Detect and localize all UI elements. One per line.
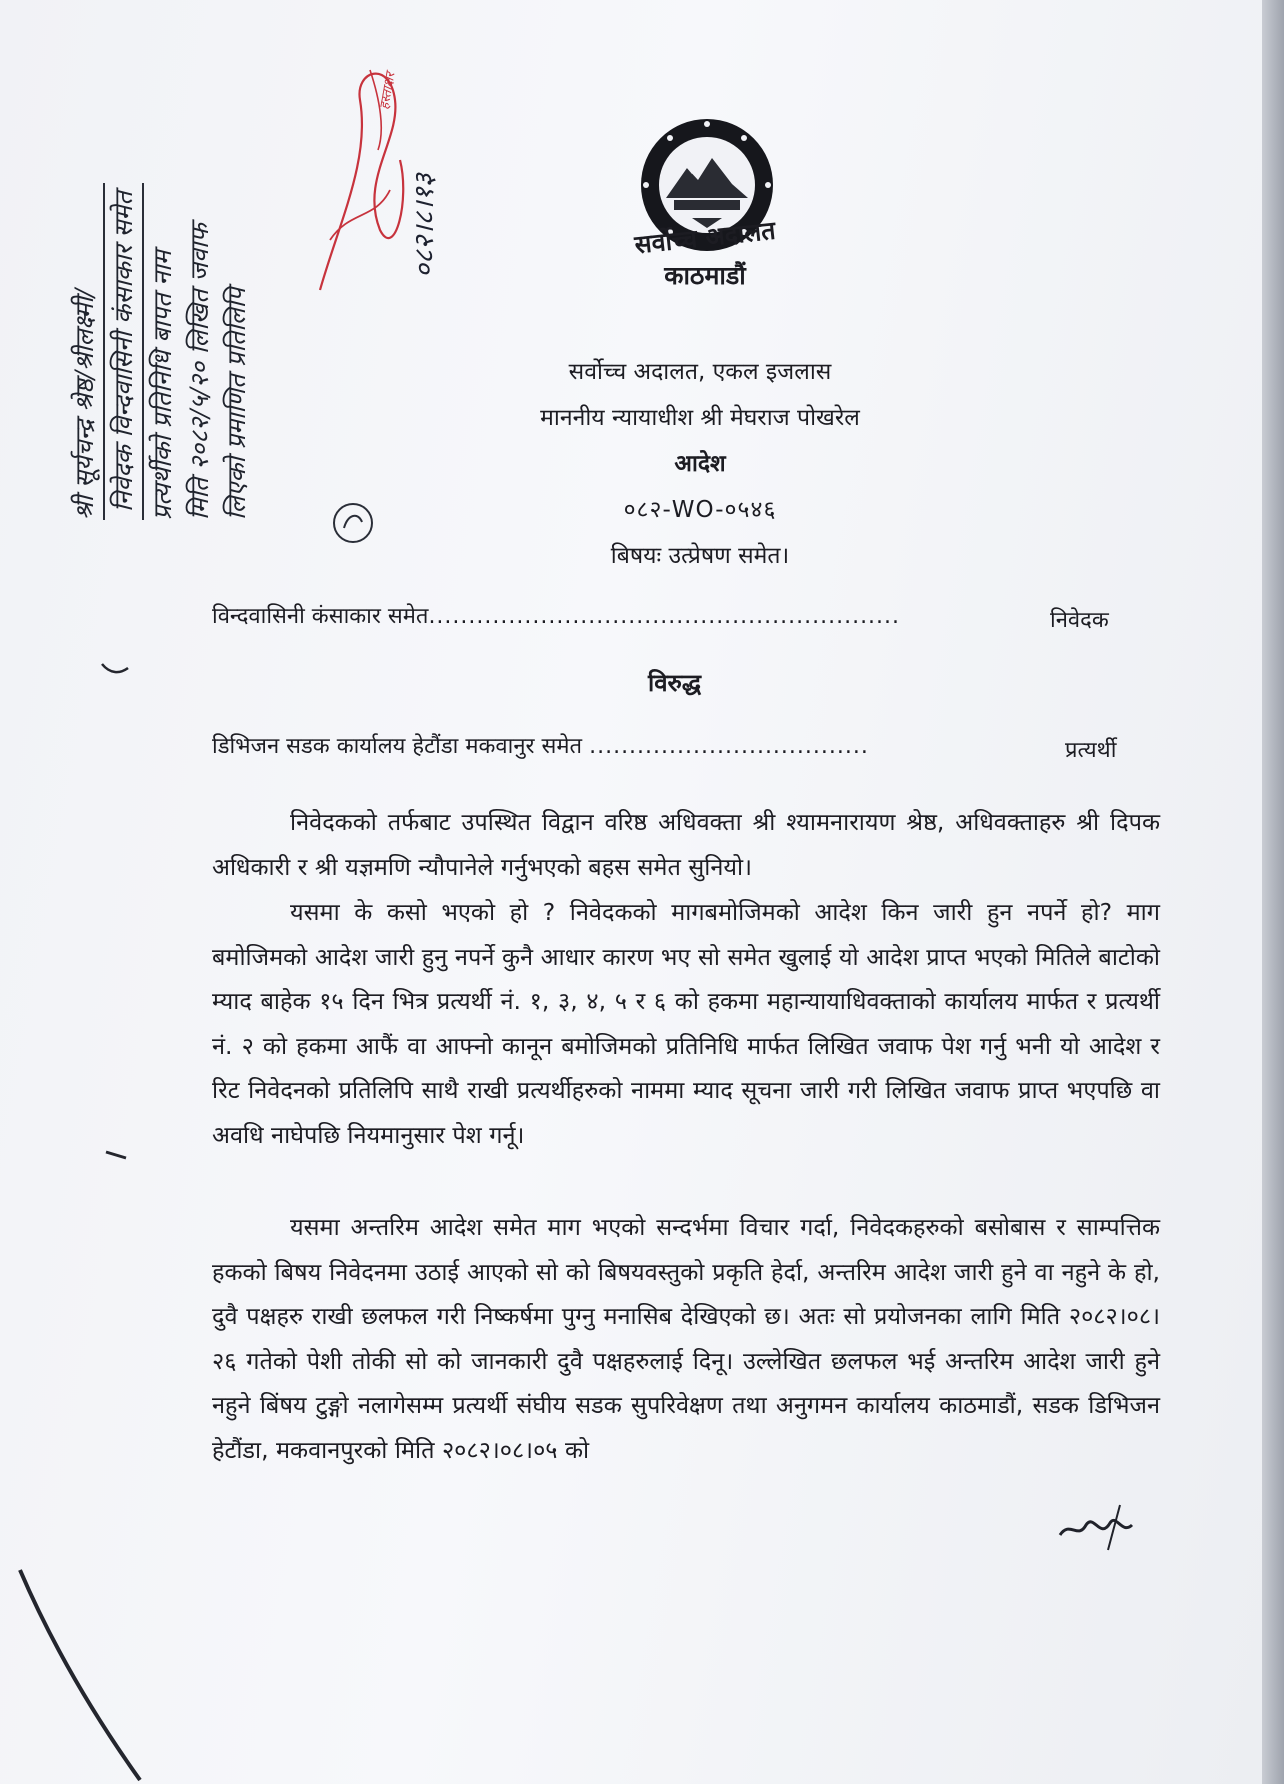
margin-pen-stroke bbox=[0, 1560, 160, 1784]
judge-name: माननीय न्यायाधीश श्री मेघराज पोखरेल bbox=[540, 405, 860, 431]
paragraph-3-text: यसमा अन्तरिम आदेश समेत माग भएको सन्दर्भमा विचार गर्दा, निवेदकहरुको बसोबास र साम्पत्तिक हकको बिषय निवेदनमा उठाई आएको सो को बिषयवस्तुको प्रकृति हेर्दा, अन्तरिम आदेश जारी हुने वा नहुने के हो, दुवै पक्षहरु राखी छलफल गरी निष्कर्षमा पुग्नु मनासिब देखिएको छ। अतः सो प्रयोजनका लागि मिति २०८२।०८।२६ गतेको पेशी तोकी सो को जानकारी दुवै पक्षहरुलाई दिनू। उल्लेखित छलफल भई अन्तरिम आदेश जारी हुने नहुने बिंषय टुङ्गो नलागेसम्म प्रत्यर्थी संघीय सडक सुपरिवेक्षण तथा अनुगमन कार्यालय काठमाडौं, सडक डिभिजन हेटौंडा, मकवानपुरको मिति २०८२।०८।०५ को bbox=[212, 1213, 1160, 1464]
petitioner-dots: ........................................................... bbox=[428, 604, 901, 629]
circled-initial-mark bbox=[330, 500, 376, 546]
handwritten-date: ०८२।८।१३ bbox=[409, 173, 440, 278]
hand-line-1: श्री सूर्यचन्द्र श्रेष्ठ/श्रीलक्ष्मी/ bbox=[70, 288, 99, 520]
page-initial-mark bbox=[1050, 1495, 1140, 1555]
seal-line-1: सर्वोच्च अदालत bbox=[633, 215, 777, 260]
margin-dash-mark bbox=[104, 1140, 128, 1164]
margin-tick-mark bbox=[100, 660, 130, 680]
hand-line-4: मिति २०८२/५/२० लिखित जवाफ bbox=[185, 223, 214, 520]
respondent-name: डिभिजन सडक कार्यालय हेटौंडा मकवानुर समेत bbox=[212, 734, 583, 759]
petitioner-line bbox=[212, 600, 900, 630]
paragraph-2 bbox=[212, 890, 1160, 1158]
order-title: आदेश bbox=[674, 451, 726, 477]
hand-line-3: प्रत्यर्थीको प्रतिनिधि बापत नाम bbox=[148, 250, 177, 520]
hand-line-5: लिएको प्रमाणित प्रतिलिपि bbox=[222, 287, 251, 520]
versus-label: विरुद्ध bbox=[648, 669, 702, 697]
signature-text: हस्ताक्षर bbox=[377, 71, 399, 111]
paragraph-1-text: निवेदकको तर्फबाट उपस्थित विद्वान वरिष्ठ अधिवक्ता श्री श्यामनारायण श्रेष्ठ, अधिवक्ताहरु श्री दिपक अधिकारी र श्री यज्ञमणि न्यौपानेले गर्नुभएको बहस समेत सुनियो। bbox=[212, 808, 1160, 881]
handwritten-margin-note bbox=[66, 20, 326, 520]
petitioner-role: निवेदक bbox=[1050, 608, 1109, 633]
respondent-line bbox=[212, 730, 869, 760]
respondent-role: प्रत्यर्थी bbox=[1065, 738, 1117, 763]
court-seal-text bbox=[600, 215, 810, 292]
seal-line-2: काठमाडौं bbox=[664, 261, 746, 290]
paragraph-1 bbox=[212, 800, 1160, 889]
petitioner-name: विन्दवासिनी कंसाकार समेत bbox=[212, 604, 429, 629]
case-number: ०८२-WO-०५४६ bbox=[623, 497, 777, 523]
case-subject: बिषयः उत्प्रेषण समेत। bbox=[610, 543, 790, 569]
paragraph-3 bbox=[212, 1205, 1160, 1473]
page-edge bbox=[1262, 0, 1284, 1784]
red-signature bbox=[300, 40, 420, 320]
bench-title: सर्वोच्च अदालत, एकल इजलास bbox=[568, 359, 832, 385]
paragraph-2-text: यसमा के कसो भएको हो ? निवेदकको मागबमोजिमको आदेश किन जारी हुन नपर्ने हो? माग बमोजिमको आदेश जारी हुनु नपर्ने कुनै आधार कारण भए सो समेत खुलाई यो आदेश प्राप्त भएको मितिले बाटोको म्याद बाहेक १५ दिन भित्र प्रत्यर्थी नं. १, ३, ४, ५ र ६ को हकमा महान्यायाधिवक्ताको कार्यालय मार्फत र प्रत्यर्थी नं. २ को हकमा आफैं वा आफ्नो कानून बमोजिमको प्रतिनिधि मार्फत लिखित जवाफ पेश गर्नु भनी यो आदेश र रिट निवेदनको प्रतिलिपि साथै राखी प्रत्यर्थीहरुको नाममा म्याद सूचना जारी गरी लिखित जवाफ प्राप्त भएपछि वा अवधि नाघेपछि नियमानुसार पेश गर्नू। bbox=[212, 898, 1160, 1149]
hand-line-2: निवेदक विन्दवासिनी कंसाकार समेत bbox=[103, 20, 144, 520]
respondent-dots: ................................... bbox=[589, 734, 869, 759]
